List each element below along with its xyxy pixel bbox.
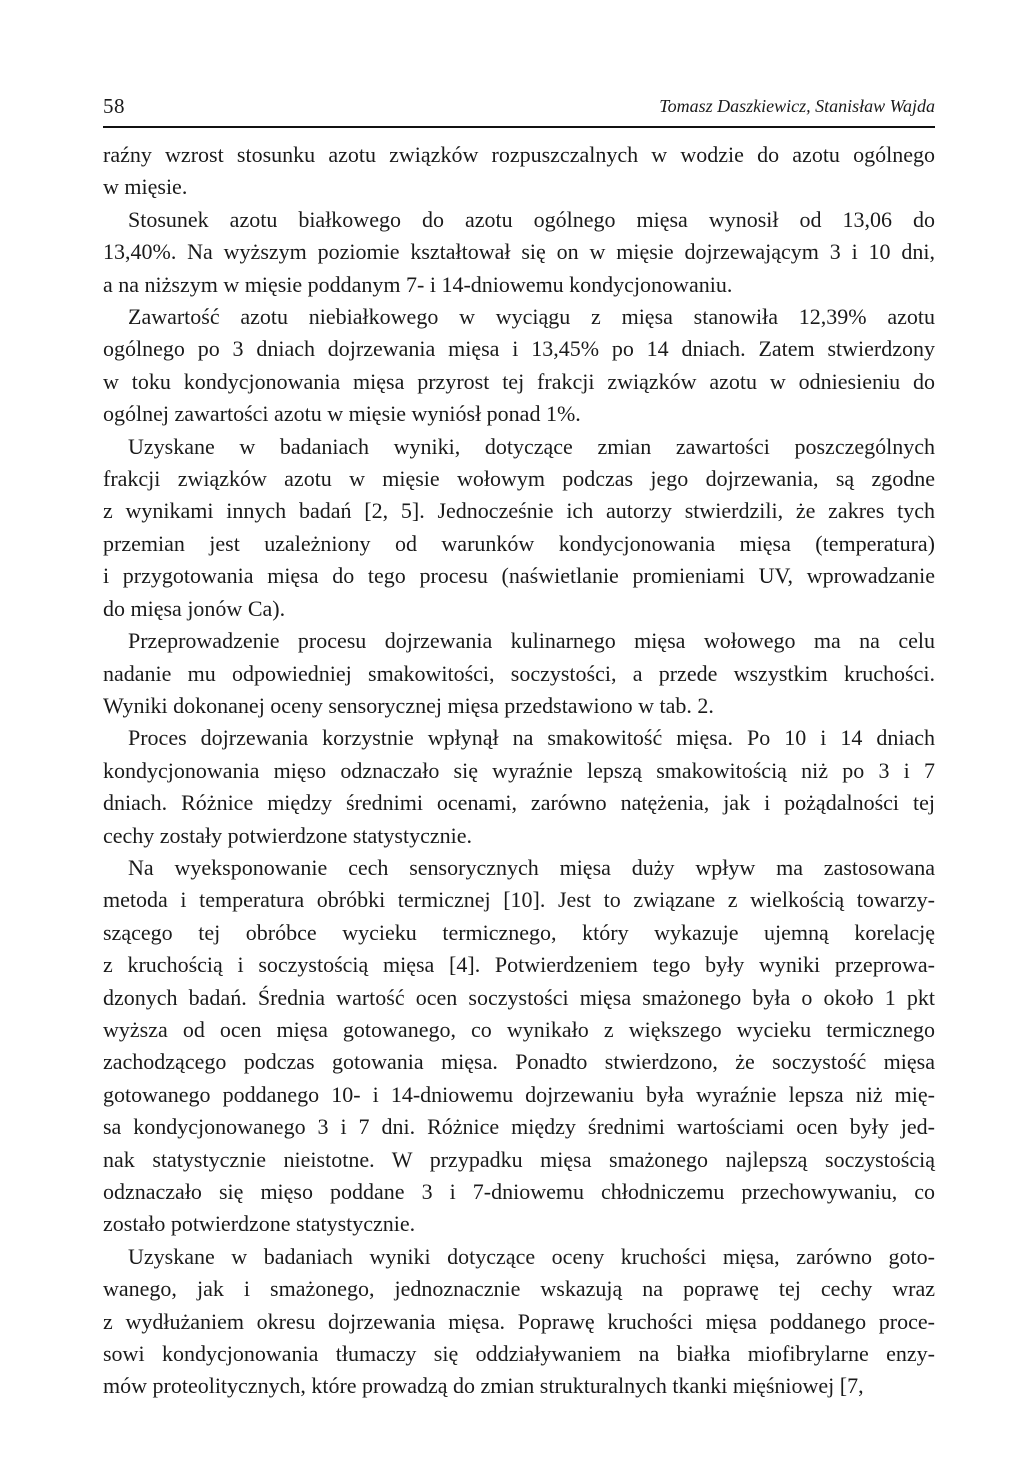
paragraph <box>103 1241 935 1403</box>
text-line: Zawartość azotu niebiałkowego w wyciągu z mięsa stanowiła 12,39% azotu <box>128 304 935 330</box>
text-line: 13,40%. Na wyższym poziomie kształtował się on w mięsie dojrzewającym 3 i 10 dni, <box>103 239 935 265</box>
text-line: ogólnej zawartości azotu w mięsie wyniósł ponad 1%. <box>103 401 581 427</box>
paragraph <box>103 431 935 625</box>
text-line: frakcji związków azotu w mięsie wołowym podczas jego dojrzewania, są zgodne <box>103 466 935 492</box>
text-line: dzonych badań. Średnia wartość ocen soczystości mięsa smażonego była o około 1 pkt <box>103 984 935 1010</box>
text-line: Przeprowadzenie procesu dojrzewania kulinarnego mięsa wołowego ma na celu <box>128 628 935 654</box>
body-text <box>103 139 935 1403</box>
text-line: raźny wzrost stosunku azotu związków rozpuszczalnych w wodzie do azotu ogólnego <box>103 142 935 167</box>
text-line: metoda i temperatura obróbki termicznej [10]. Jest to związane z wielkością towarzy- <box>103 887 935 913</box>
running-header <box>103 92 935 128</box>
text-line: zachodzącego podczas gotowania mięsa. Ponadto stwierdzono, że soczystość mięsa <box>103 1049 935 1075</box>
text-line: Uzyskane w badaniach wyniki, dotyczące zmian zawartości poszczególnych <box>128 433 935 459</box>
text-line: w mięsie. <box>103 174 188 200</box>
text-line: wanego, jak i smażonego, jednoznacznie wskazują na poprawę tej cechy wraz <box>103 1276 935 1302</box>
paragraph <box>103 204 935 301</box>
paragraph <box>103 625 935 722</box>
running-header-authors: Tomasz Daszkiewicz, Stanisław Wajda <box>659 96 935 116</box>
text-line: przemian jest uzależniony od warunków kondycjonowania mięsa (temperatura) <box>103 530 935 556</box>
text-line: do mięsa jonów Ca). <box>103 595 286 621</box>
text-line: gotowanego poddanego 10- i 14-dniowemu dojrzewaniu była wyraźnie lepsza niż mię- <box>103 1081 935 1107</box>
text-line: Stosunek azotu białkowego do azotu ogólnego mięsa wynosił od 13,06 do <box>128 206 935 232</box>
text-line: szącego tej obróbce wycieku termicznego, który wykazuje ujemną korelację <box>103 919 935 945</box>
text-line: z wynikami innych badań [2, 5]. Jednocześnie ich autorzy stwierdzili, że zakres tych <box>103 498 935 524</box>
text-line: ogólnego po 3 dniach dojrzewania mięsa i 13,45% po 14 dniach. Zatem stwierdzony <box>103 336 935 362</box>
text-line: kondycjonowania mięso odznaczało się wyraźnie lepszą smakowitością niż po 3 i 7 <box>103 757 935 783</box>
text-line: sowi kondycjonowania tłumaczy się oddziaływaniem na białka miofibrylarne enzy- <box>103 1341 935 1367</box>
text-line: Na wyeksponowanie cech sensorycznych mięsa duży wpływ ma zastosowana <box>128 854 935 880</box>
text-line: Wyniki dokonanej oceny sensorycznej mięsa przedstawiono w tab. 2. <box>103 692 714 718</box>
text-line: w toku kondycjonowania mięsa przyrost tej frakcji związków azotu w odniesieniu do <box>103 368 935 394</box>
text-line: z kruchością i soczystością mięsa [4]. Potwierdzeniem tego były wyniki przeprowa- <box>103 952 935 978</box>
text-line: Proces dojrzewania korzystnie wpłynął na smakowitość mięsa. Po 10 i 14 dniach <box>128 725 935 751</box>
text-line: Uzyskane w badaniach wyniki dotyczące oceny kruchości mięsa, zarówno goto- <box>128 1243 935 1269</box>
text-line: dniach. Różnice między średnimi ocenami, zarówno natężenia, jak i pożądalności tej <box>103 790 935 816</box>
text-line: nadanie mu odpowiedniej smakowitości, soczystości, a przede wszystkim kruchości. <box>103 660 935 686</box>
text-line: cechy zostały potwierdzone statystycznie. <box>103 822 472 848</box>
text-line: nak statystycznie nieistotne. W przypadku mięsa smażonego najlepszą soczystością <box>103 1146 935 1172</box>
text-line: i przygotowania mięsa do tego procesu (naświetlanie promieniami UV, wprowadzanie <box>103 563 935 589</box>
text-line: sa kondycjonowanego 3 i 7 dni. Różnice między średnimi wartościami ocen były jed- <box>103 1114 935 1140</box>
text-line: zostało potwierdzone statystycznie. <box>103 1211 416 1237</box>
paragraph <box>103 301 935 431</box>
text-line: a na niższym w mięsie poddanym 7- i 14-dniowemu kondycjonowaniu. <box>103 271 733 297</box>
text-line: z wydłużaniem okresu dojrzewania mięsa. Poprawę kruchości mięsa poddanego proce- <box>103 1308 935 1334</box>
paragraph <box>103 852 935 1241</box>
page-number: 58 <box>103 94 125 118</box>
text-line: odznaczało się mięso poddane 3 i 7-dniowemu chłodniczemu przechowywaniu, co <box>103 1179 935 1204</box>
paragraph <box>103 139 935 204</box>
paragraph <box>103 722 935 852</box>
text-line: mów proteolitycznych, które prowadzą do zmian strukturalnych tkanki mięśniowej [7, <box>103 1373 864 1399</box>
text-line: wyższa od ocen mięsa gotowanego, co wynikało z większego wycieku termicznego <box>103 1016 935 1042</box>
